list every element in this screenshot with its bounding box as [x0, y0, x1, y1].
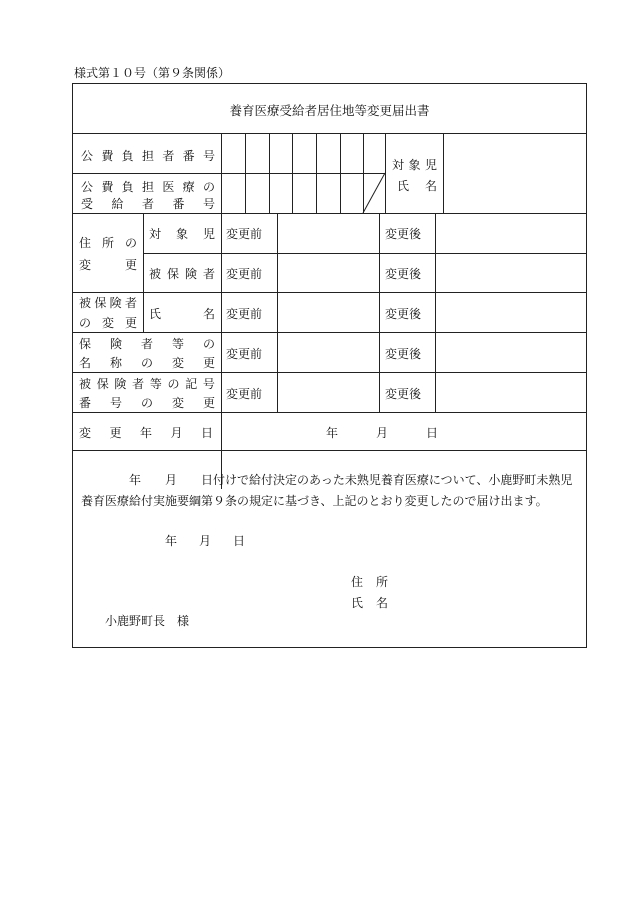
- change-date-field: [326, 424, 438, 441]
- before-change-label: 変更前: [226, 347, 263, 361]
- divider: [245, 133, 246, 213]
- address-change-label-line1: 住 所 の: [79, 236, 137, 250]
- day-label: 日: [426, 426, 439, 440]
- after-change-label: 変更後: [385, 227, 422, 241]
- insured-change-label-line1: 被 保 険 者: [79, 296, 137, 310]
- burden-number-label: 公 費 負 担 者 番 号: [81, 149, 215, 163]
- recipient-number-label-line1: 公 費 負 担 医 療 の: [81, 180, 215, 194]
- divider: [73, 292, 586, 293]
- divider: [143, 253, 586, 254]
- day-label: 日: [233, 534, 246, 548]
- divider: [73, 450, 586, 451]
- divider: [379, 213, 380, 412]
- after-change-label: 変更後: [385, 347, 422, 361]
- divider: [443, 133, 444, 213]
- change-date-label: 変 更 年 月 日: [79, 426, 213, 440]
- divider: [221, 213, 222, 489]
- diagonal-slash-mark: [363, 173, 386, 214]
- form-number-label: 様式第１０号（第９条関係）: [74, 66, 231, 80]
- after-change-label: 変更後: [385, 267, 422, 281]
- divider: [73, 213, 586, 214]
- form-title: 養育医療受給者居住地等変更届出書: [229, 103, 430, 118]
- notification-form: [72, 83, 587, 648]
- address-change-label-line2: 変 更: [79, 258, 137, 272]
- sub-label-name: 氏 名: [149, 307, 215, 321]
- year-label: 年: [165, 534, 178, 548]
- applicant-address-label: 住 所: [351, 575, 388, 589]
- divider: [316, 133, 317, 213]
- divider: [73, 173, 385, 174]
- divider: [73, 332, 586, 333]
- before-change-label: 変更前: [226, 307, 263, 321]
- before-change-label: 変更前: [226, 227, 263, 241]
- insurer-symbol-change-label-line2: 番 号 の 変 更: [79, 396, 215, 410]
- applicant-name-label: 氏 名: [351, 596, 388, 610]
- year-label: 年: [326, 426, 339, 440]
- month-label: 月: [376, 426, 389, 440]
- divider: [73, 372, 586, 373]
- divider: [221, 133, 222, 213]
- sub-label-insured: 被 保 険 者: [149, 267, 215, 281]
- divider: [292, 133, 293, 213]
- divider: [73, 412, 586, 413]
- target-child-label: 対 象 児: [392, 158, 437, 172]
- after-change-label: 変更後: [385, 307, 422, 321]
- after-change-label: 変更後: [385, 387, 422, 401]
- month-label: 月: [199, 534, 212, 548]
- insurer-name-change-label-line1: 保 険 者 等 の: [79, 337, 215, 351]
- recipient-number-label-line2: 受 給 者 番 号: [81, 197, 215, 211]
- before-change-label: 変更前: [226, 267, 263, 281]
- before-change-label: 変更前: [226, 387, 263, 401]
- statement-text: 年 月 日付けで給付決定のあった未熟児養育医療について、小鹿野町未熟児養育医療給付実施要綱第９条の規定に基づき、上記のとおり変更したので届け出ます。: [81, 473, 573, 508]
- divider: [269, 133, 270, 213]
- insurer-symbol-change-label-line1: 被 保 険 者 等 の 記 号: [79, 377, 215, 391]
- insurer-name-change-label-line2: 名 称 の 変 更: [79, 356, 215, 370]
- sub-label-target-child: 対 象 児: [149, 227, 215, 241]
- addressee: 小鹿野町長 様: [105, 614, 190, 628]
- divider: [143, 213, 144, 332]
- divider: [340, 133, 341, 213]
- divider: [73, 133, 586, 134]
- divider: [435, 213, 436, 412]
- target-child-name-label: 氏 名: [397, 179, 437, 193]
- submission-date: [165, 532, 245, 549]
- insured-change-label-line2: の 変 更: [79, 316, 137, 330]
- divider: [277, 213, 278, 412]
